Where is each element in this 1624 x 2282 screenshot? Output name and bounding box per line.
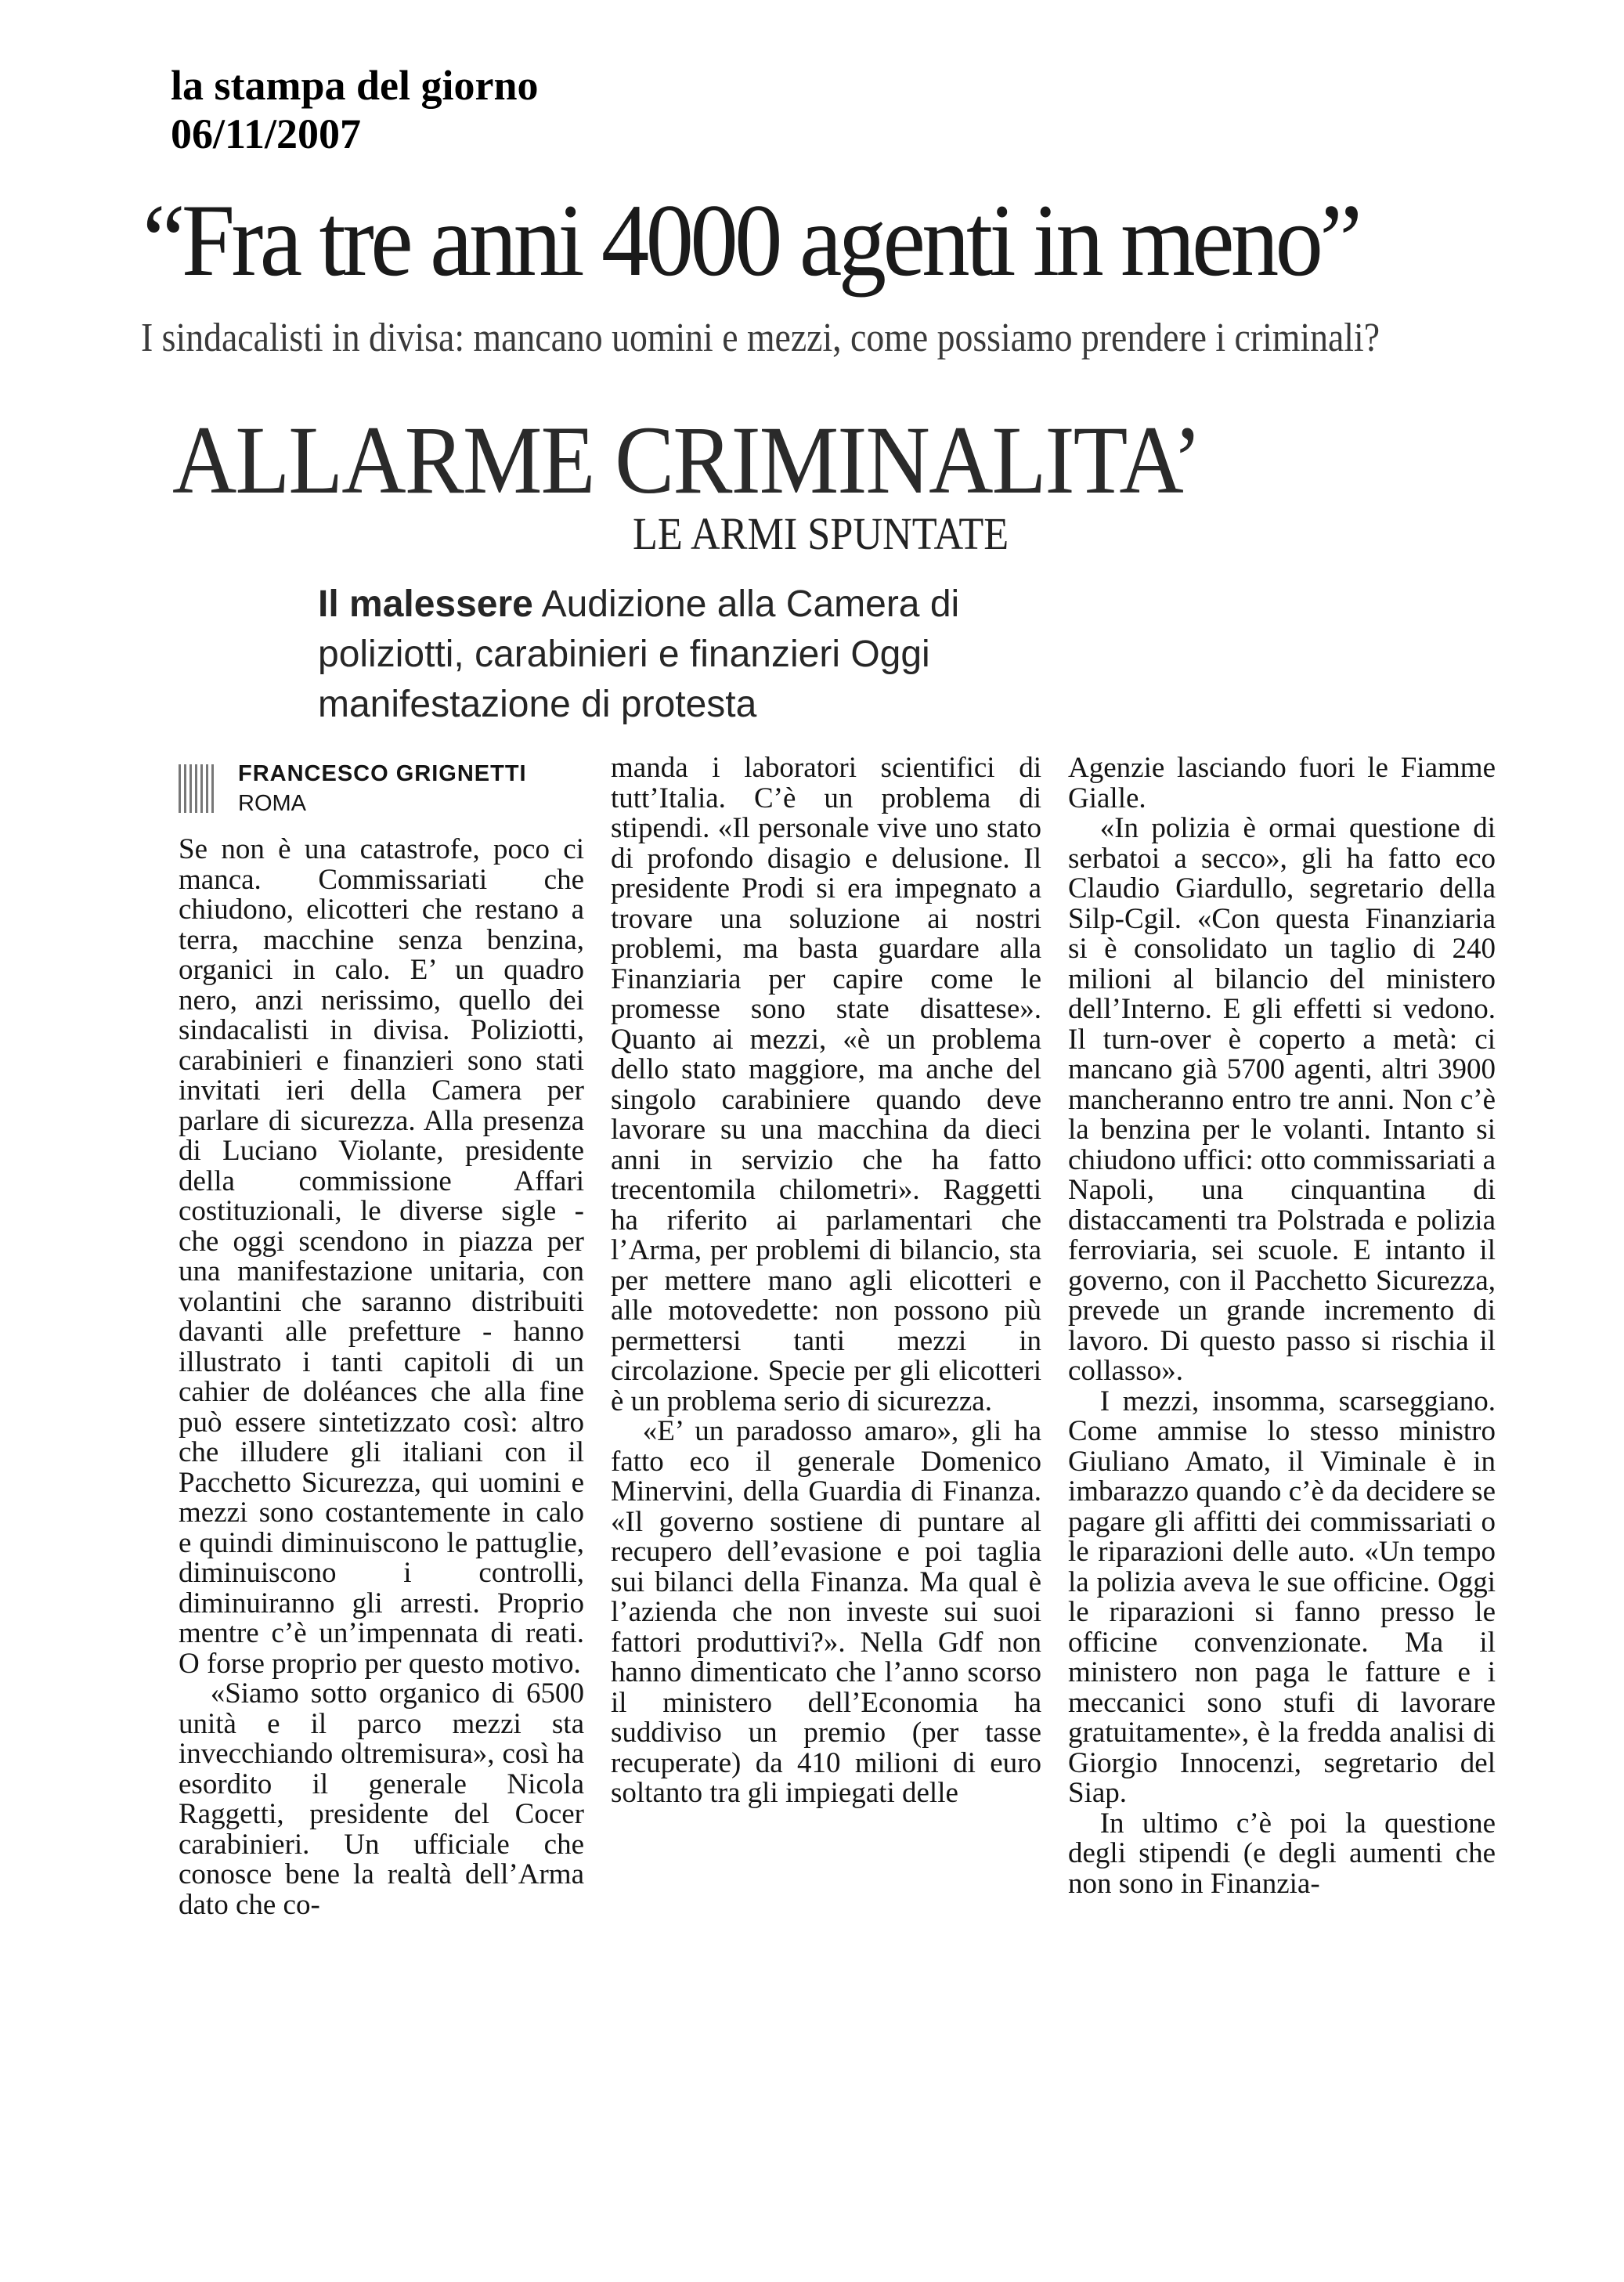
summary-text: Audizione alla Camera di poliziotti, carabinieri e finanzieri Oggi manifestazione di protesta [318,583,960,725]
paragraph: «Siamo sotto organico di 6500 unità e il parco mezzi sta invecchiando oltremisura», così ha esordito il generale Nicola Raggetti, presidente del Cocer carabinieri. Un ufficiale che conosce bene la realtà dell’Arma dato che co- [179,1677,584,1921]
article-column-2 [611,753,1041,1809]
article-column-1 [179,835,584,1920]
article-column-3 [1068,753,1496,1899]
subtitle: I sindacalisti in divisa: mancano uomini e mezzi, come possiamo prendere i criminali? [141,316,1380,360]
section-subtitle: LE ARMI SPUNTATE [633,508,1009,559]
summary-lead: Il malessere [318,583,533,625]
source-label: la stampa del giorno [171,62,539,109]
clipping-date: 06/11/2007 [171,110,362,157]
paragraph: Agenzie lasciando fuori le Fiamme Gialle. [1068,752,1496,814]
section-title: ALLARME CRIMINALITA’ [172,406,1201,514]
paragraph: manda i laboratori scientifici di tutt’Italia. C’è un problema di stipendi. «Il personale vive uno stato di profondo disagio e delusione. Il presidente Prodi si era impegnato a trovare una soluzione ai nostri problemi, ma basta guardare alla Finanziaria per capire come le promesse sono state disattese». Quanto ai mezzi, «è un problema dello stato maggiore, ma anche del singolo carabiniere quando deve lavorare su una macchina da dieci anni in servizio che ha fatto trecentomila chilometri». Raggetti ha riferito ai parlamentari che l’Arma, per problemi di bilancio, sta per mettere mano agli elicotteri e alle motovedette: non possono più permettersi tanti mezzi in circolazione. Specie per gli elicotteri è un problema serio di sicurezza. [611,752,1041,1417]
paragraph: Se non è una catastrofe, poco ci manca. Commissariati che chiudono, elicotteri che restano a terra, macchine senza benzina, organici in calo. E’ un quadro nero, anzi nerissimo, quello dei sindacalisti in divisa. Poliziotti, carabinieri e finanzieri sono stati invitati ieri della Camera per parlare di sicurezza. Alla presenza di Luciano Violante, presidente della commissione Affari costituzionali, le diverse sigle - che oggi scendono in piazza per una manifestazione unitaria, con volantini che saranno distribuiti davanti alle prefetture - hanno illustrato i tanti capitoli di un cahier de doléances che alla fine può essere sintetizzato così: altro che illudere gli italiani con il Pacchetto Sicurezza, qui uomini e mezzi sono costantemente in calo e quindi diminuiscono le pattuglie, diminuiscono i controlli, diminuiranno gli arresti. Proprio mentre c’è un’impennata di reati. O forse proprio per questo motivo. [179,833,584,1680]
dropcap-decoration [179,764,215,813]
dateline-place: ROMA [238,791,306,816]
paragraph: «In polizia è ormai questione di serbatoi a secco», gli ha fatto eco Claudio Giardullo, segretario della Silp-Cgil. «Con questa Finanziaria si è consolidato un taglio di 240 milioni al bilancio del ministero dell’Interno. E gli effetti si vedono. Il turn-over è coperto a metà: ci mancano già 5700 agenti, altri 3900 mancheranno entro tre anni. Non c’è la benzina per le volanti. Intanto si chiudono uffici: otto commissariati a Napoli, una cinquantina di distaccamenti tra Polstrada e polizia ferroviaria, sei scuole. E intanto il governo, con il Pacchetto Sicurezza, prevede un grande incremento di lavoro. Di questo passo si rischia il collasso». [1068,812,1496,1387]
paragraph: «E’ un paradosso amaro», gli ha fatto eco il generale Domenico Minervini, della Guardia di Finanza. «Il governo sostiene di puntare al recupero dell’evasione e poi taglia sui bilanci della Finanza. Ma qual è l’azienda che non investe sui suoi fattori produttivi?». Nella Gdf non hanno dimenticato che l’anno scorso il ministero dell’Economia ha suddiviso un premio (per tasse recuperate) da 410 milioni di euro soltanto tra gli impiegati delle [611,1415,1041,1809]
paragraph: I mezzi, insomma, scarseggiano. Come ammise lo stesso ministro Giuliano Amato, il Viminale è in imbarazzo quando c’è da decidere se pagare gli affitti dei commissariati o le riparazioni delle auto. «Un tempo la polizia aveva le sue officine. Oggi le riparazioni si fanno presso le officine convenzionate. Ma il ministero non paga le fatture e i meccanici sono stufi di lavorare gratuitamente», è la fredda analisi di Giorgio Innocenzi, segretario del Siap. [1068,1385,1496,1809]
paragraph: In ultimo c’è poi la questione degli stipendi (e degli aumenti che non sono in Finanzia- [1068,1807,1496,1900]
clipping-header [171,61,539,158]
headline: “Fra tre anni 4000 agenti in meno” [143,182,1359,298]
author-name: FRANCESCO GRIGNETTI [238,761,527,786]
summary-box [318,580,1023,730]
